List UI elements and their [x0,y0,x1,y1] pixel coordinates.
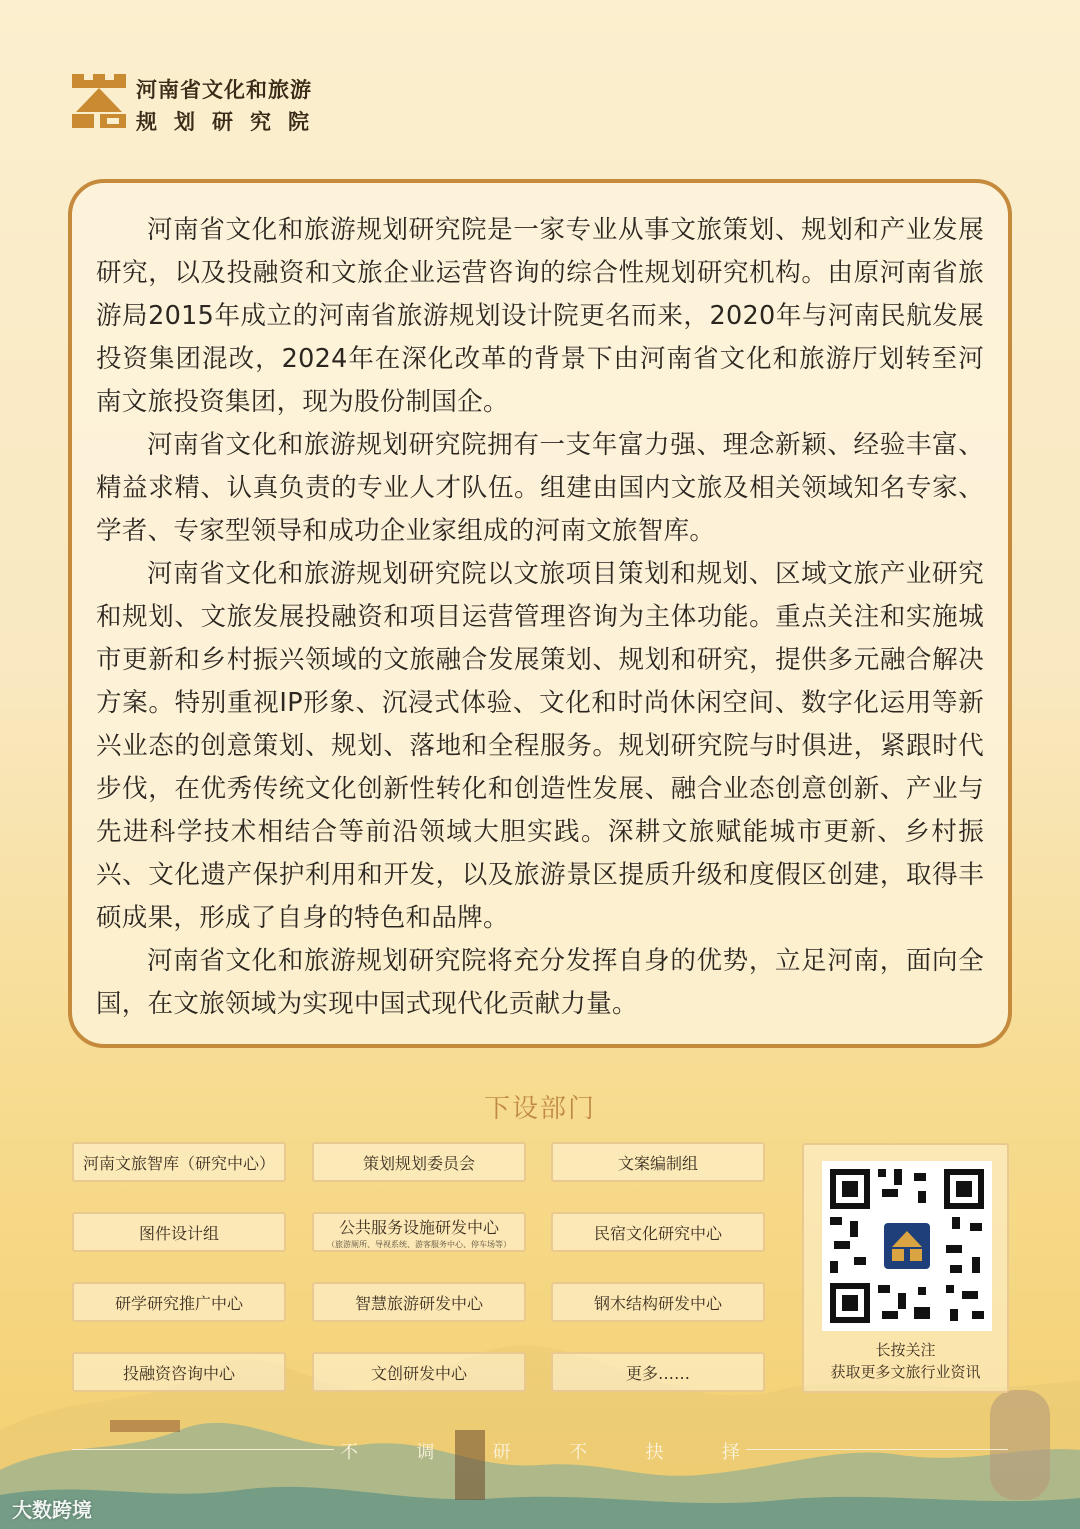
motto [340,1438,740,1464]
dept-label: 河南文旅智库（研究中心） [82,1153,275,1173]
dept-label: 文创研发中心 [370,1363,467,1383]
dept-graphic-design [72,1212,286,1252]
org-name-line1: 河南省文化和旅游 [136,78,312,102]
dept-label: 更多…… [625,1363,690,1383]
org-logo [70,68,330,132]
logo-mark-icon [70,70,128,130]
dept-public-facilities [312,1212,526,1252]
dept-think-tank [72,1142,286,1182]
dept-copywriting [551,1142,765,1182]
qr-caption-line1: 长按关注 [875,1341,936,1359]
motto-char: 不 [340,1442,358,1463]
dept-planning-committee [312,1142,526,1182]
dept-smart-tourism [312,1282,526,1322]
dept-label: 民宿文化研究中心 [593,1223,722,1243]
intro-paragraph: 河南省文化和旅游规划研究院以文旅项目策划和规划、区域文旅产业研究和规划、文旅发展投融资和项目运营管理咨询为主体功能。重点关注和实施城市更新和乡村振兴领域的文旅融合发展策划、规划和研究，提供多元融合解决方案。特别重视IP形象、沉浸式体验、文化和时尚休闲空间、数字化运用等新兴业态的创意策划、规划、落地和全程服务。规划研究院与时俱进，紧跟时代步伐，在优秀传统文化创新性转化和创造性发展、融合业态创意创新、产业与先进科学技术相结合等前沿领域大胆实践。深耕文旅赋能城市更新、乡村振兴、文化遗产保护利用和开发，以及旅游景区提质升级和度假区创建，取得丰硕成果，形成了自身的特色和品牌。 [96,559,984,933]
watermark: 大数跨境 [12,1498,92,1522]
dept-label: 图件设计组 [138,1223,219,1243]
dept-label: 研学研究推广中心 [114,1293,243,1313]
dept-cultural-creative [312,1352,526,1392]
motto-divider-right [746,1449,1008,1450]
motto-char: 抉 [645,1442,664,1463]
motto-divider-left [72,1449,334,1450]
dept-study-tour [72,1282,286,1322]
motto-char: 择 [721,1442,740,1463]
departments-title: 下设部门 [483,1094,596,1124]
dept-label: 公共服务设施研发中心 [338,1217,499,1237]
dept-investment [72,1352,286,1392]
intro-panel [68,179,1012,1048]
dept-steel-wood [551,1282,765,1322]
dept-sublabel: （旅游厕所、导视系统、游客服务中心、停车场等） [327,1239,511,1249]
dept-more[interactable] [551,1352,765,1392]
motto-char: 调 [416,1442,435,1463]
intro-paragraph: 河南省文化和旅游规划研究院拥有一支年富力强、理念新颖、经验丰富、精益求精、认真负责的专业人才队伍。组建由国内文旅及相关领域知名专家、学者、专家型领导和成功企业家组成的河南文旅智库。 [96,430,984,546]
dept-label: 智慧旅游研发中心 [354,1293,483,1313]
motto-char: 不 [569,1442,588,1463]
dept-label: 文案编制组 [617,1153,698,1173]
org-name-line2: 规划研究院 [136,110,326,134]
intro-paragraph: 河南省文化和旅游规划研究院将充分发挥自身的优势，立足河南，面向全国，在文旅领域为实现中国式现代化贡献力量。 [96,946,984,1019]
qr-caption [804,1339,1007,1383]
departments-grid [72,1142,772,1402]
dept-label: 钢木结构研发中心 [593,1293,722,1313]
qr-code-icon[interactable] [822,1161,992,1331]
dept-label: 策划规划委员会 [362,1153,475,1173]
qr-caption-line2: 获取更多文旅行业资讯 [830,1363,981,1381]
dept-label: 投融资咨询中心 [122,1363,235,1383]
motto-char: 研 [492,1442,511,1463]
qr-panel [802,1143,1009,1393]
dept-homestay [551,1212,765,1252]
intro-paragraph: 河南省文化和旅游规划研究院是一家专业从事文旅策划、规划和产业发展研究，以及投融资和文旅企业运营咨询的综合性规划研究机构。由原河南省旅游局2015年成立的河南省旅游规划设计院更名而来，2020年与河南民航发展投资集团混改，2024年在深化改革的背景下由河南省文化和旅游厅划转至河南文旅投资集团，现为股份制国企。 [96,215,984,417]
